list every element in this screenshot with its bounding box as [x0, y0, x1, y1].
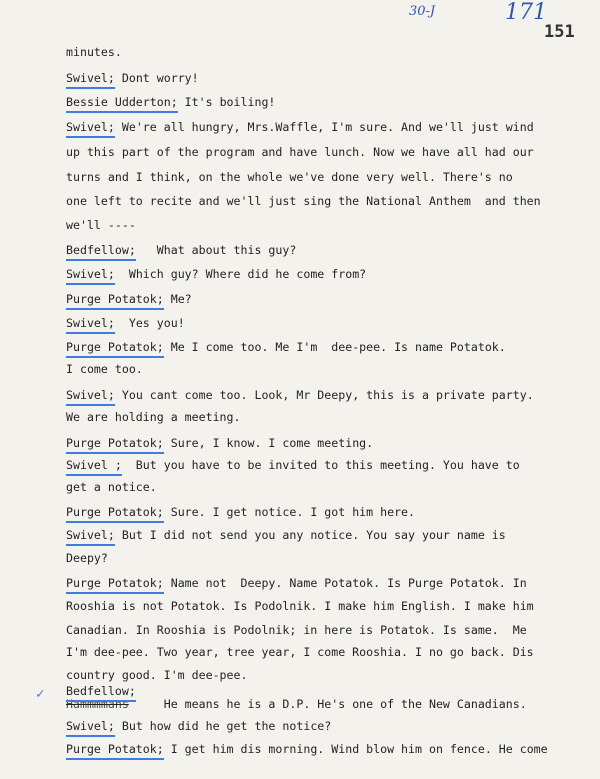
page-number: 151	[544, 22, 575, 42]
corrected-speaker	[66, 684, 136, 711]
line-text: Which guy? Where did he come from?	[114, 267, 367, 281]
line-text: We are holding a meeting.	[66, 410, 241, 424]
line-text: Me I come too. Me I'm dee-pee. Is name Potatok.	[163, 340, 506, 354]
script-line	[66, 623, 580, 637]
line-text: I come too.	[66, 362, 143, 376]
handwritten-speaker-correction: Bedfellow;	[66, 684, 136, 702]
speaker-name: Swivel;	[66, 267, 115, 285]
script-line	[66, 599, 580, 613]
script-line	[66, 436, 580, 454]
line-text: Sure. I get notice. I got him here.	[163, 505, 416, 519]
script-line	[66, 742, 580, 760]
speaker-name: Swivel;	[66, 719, 115, 737]
line-text: Canadian. In Rooshia is Podolnik; in here is Potatok. Is same. Me	[66, 623, 527, 637]
speaker-name: Purge Potatok;	[66, 292, 164, 310]
speaker-name: Swivel;	[66, 528, 115, 546]
script-line	[66, 145, 580, 159]
struck-speaker-name: Hammmmans	[66, 697, 129, 711]
script-line	[66, 120, 580, 138]
script-line	[66, 576, 580, 594]
script-line	[66, 95, 580, 113]
line-text: What about this guy?	[135, 243, 297, 257]
line-text: Me?	[163, 292, 192, 306]
speaker-name: Swivel;	[66, 120, 115, 138]
handwritten-annotation-30j: 30-J	[409, 4, 436, 19]
speaker-name: Purge Potatok;	[66, 340, 164, 358]
speaker-name: Purge Potatok;	[66, 576, 164, 594]
line-text: Sure, I know. I come meeting.	[163, 436, 374, 450]
speaker-name: Bedfellow;	[66, 243, 136, 261]
line-text: Deepy?	[66, 551, 108, 565]
script-line	[66, 388, 580, 406]
script-line	[66, 505, 580, 523]
line-text: Rooshia is not Potatok. Is Podolnik. I make him English. I make him	[66, 599, 534, 613]
speaker-name: Purge Potatok;	[66, 505, 164, 523]
script-line	[66, 684, 580, 711]
script-line	[66, 243, 580, 261]
speaker-name: Swivel ;	[66, 458, 122, 476]
line-text: But I did not send you any notice. You say your name is	[114, 528, 506, 542]
script-line	[66, 551, 580, 565]
script-line	[66, 719, 580, 737]
speaker-name: Swivel;	[66, 316, 115, 334]
line-text: get a notice.	[66, 480, 157, 494]
script-line	[66, 292, 580, 310]
speaker-name: Purge Potatok;	[66, 742, 164, 760]
script-line	[66, 316, 580, 334]
script-line	[66, 410, 580, 424]
handwritten-annotation-171: 171	[505, 0, 547, 25]
line-text: He means he is a D.P. He's one of the New Canadians.	[128, 697, 527, 711]
check-mark-icon: ✓	[36, 686, 45, 702]
script-line	[66, 340, 580, 358]
script-line	[66, 218, 580, 232]
line-text: we'll ----	[66, 218, 136, 232]
script-line	[66, 668, 580, 682]
speaker-name: Purge Potatok;	[66, 436, 164, 454]
line-text: Name not Deepy. Name Potatok. Is Purge Potatok. In	[163, 576, 527, 590]
line-text: country good. I'm dee-pee.	[66, 668, 248, 682]
line-text: But you have to be invited to this meeting. You have to	[121, 458, 520, 472]
script-line	[66, 458, 580, 476]
speaker-name: Swivel;	[66, 388, 115, 406]
script-line	[66, 528, 580, 546]
script-line	[66, 267, 580, 285]
line-text: turns and I think, on the whole we've done very well. There's no	[66, 170, 513, 184]
line-text: I'm dee-pee. Two year, tree year, I come Rooshia. I no go back. Dis	[66, 645, 534, 659]
line-text: up this part of the program and have lunch. Now we have all had our	[66, 145, 534, 159]
line-text: But how did he get the notice?	[114, 719, 332, 733]
line-text: You cant come too. Look, Mr Deepy, this is a private party.	[114, 388, 534, 402]
script-line	[66, 645, 580, 659]
speaker-name: Bessie Udderton;	[66, 95, 178, 113]
script-line	[66, 480, 580, 494]
line-text: minutes.	[66, 45, 122, 59]
script-line	[66, 45, 580, 59]
speaker-name: Swivel;	[66, 71, 115, 89]
line-text: We're all hungry, Mrs.Waffle, I'm sure. And we'll just wind	[114, 120, 534, 134]
line-text: Yes you!	[114, 316, 185, 330]
line-text: Dont worry!	[114, 71, 199, 85]
line-text: It's boiling!	[177, 95, 276, 109]
script-line	[66, 362, 580, 376]
script-line	[66, 170, 580, 184]
script-line	[66, 194, 580, 208]
line-text: one left to recite and we'll just sing the National Anthem and then	[66, 194, 541, 208]
line-text: I get him dis morning. Wind blow him on fence. He come	[163, 742, 548, 756]
script-line	[66, 71, 580, 89]
